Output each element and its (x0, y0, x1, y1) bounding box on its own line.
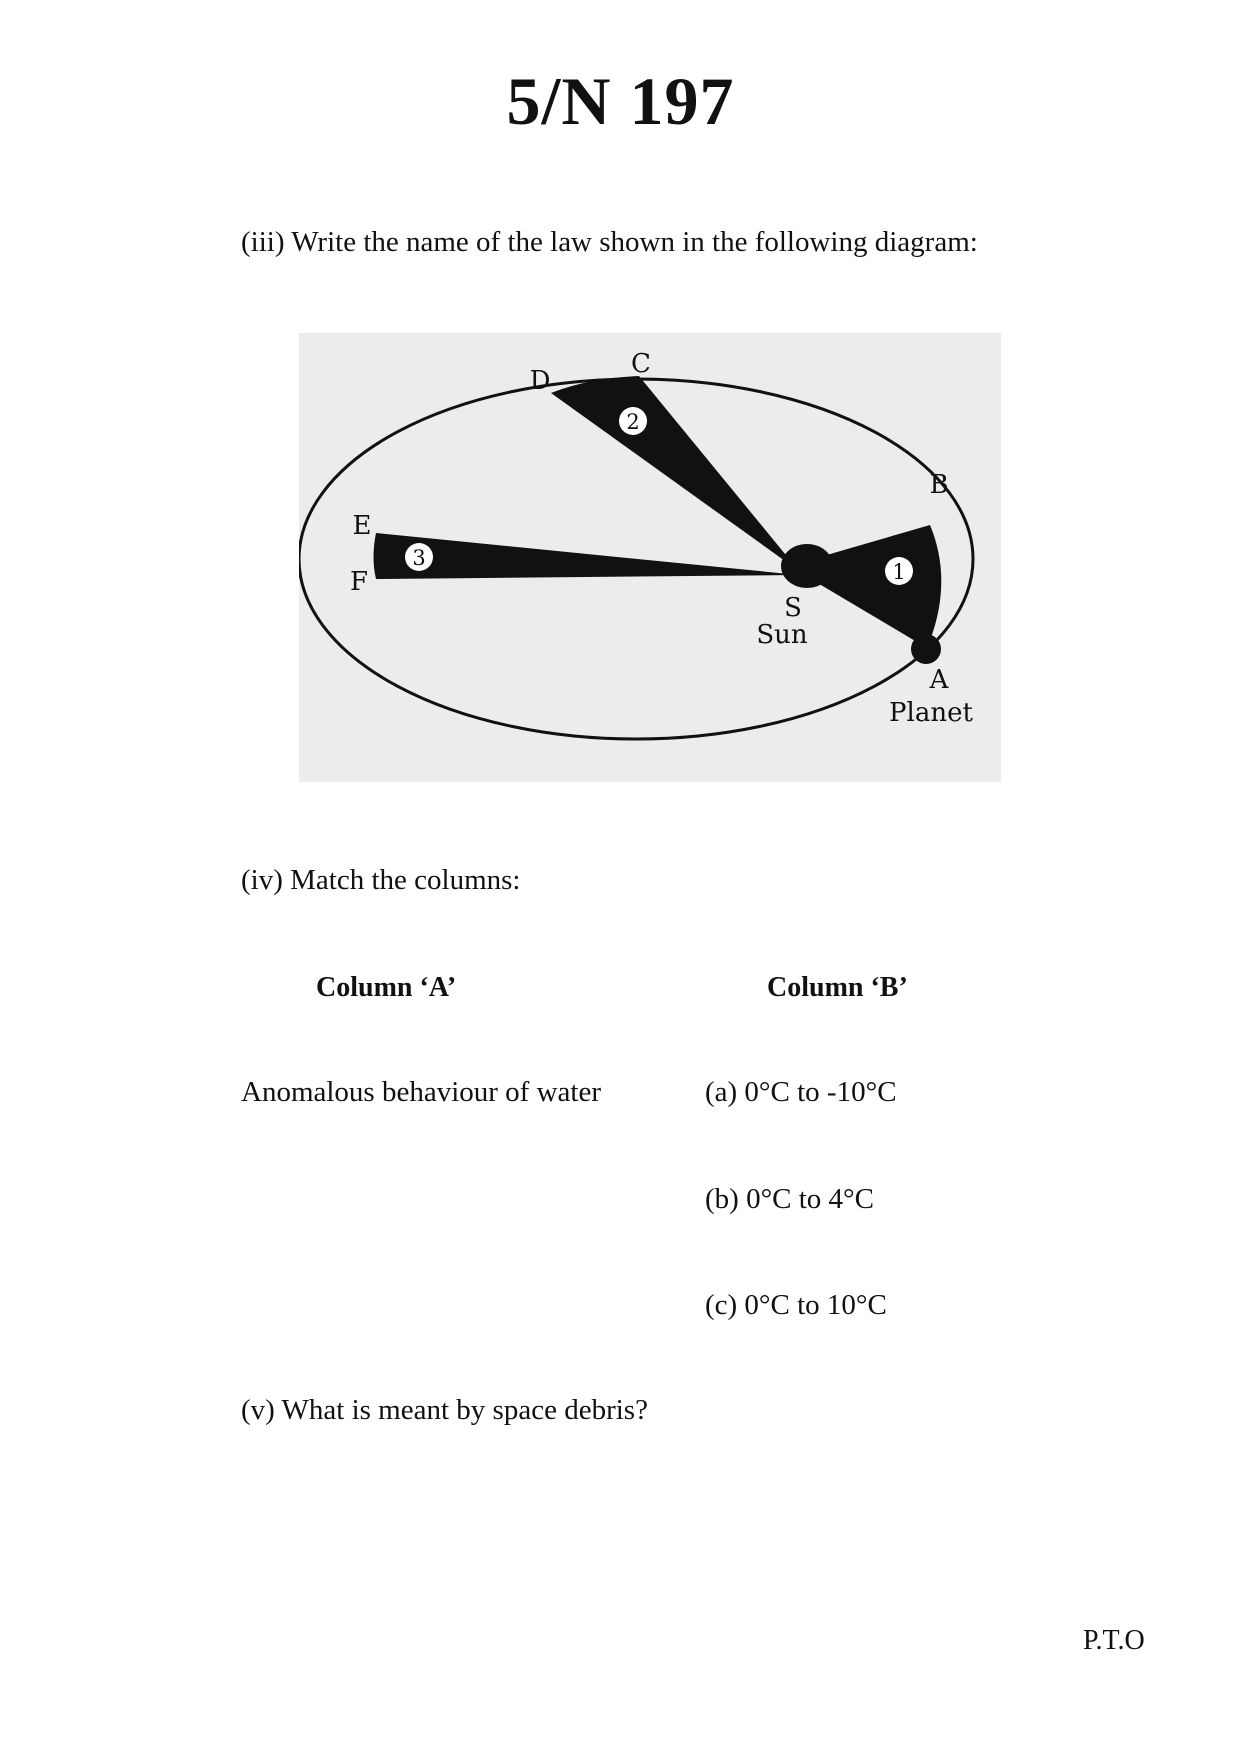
column-a-item: Anomalous behaviour of water (241, 1076, 601, 1108)
column-a-title: Column ‘A’ (316, 972, 457, 1003)
label-a: A (929, 665, 949, 695)
area-number-3: 3 (412, 546, 426, 570)
question-iii-text: (iii) Write the name of the law shown in the following diagram: (241, 226, 978, 258)
please-turn-over: P.T.O (1083, 1625, 1145, 1656)
label-s: S (784, 593, 802, 623)
column-b-option-c: (c) 0°C to 10°C (705, 1289, 887, 1321)
label-f: F (349, 567, 369, 597)
area-number-1: 1 (892, 560, 906, 584)
label-d: D (529, 366, 551, 396)
area-number-2: 2 (626, 410, 640, 434)
question-iv-text: (iv) Match the columns: (241, 864, 521, 896)
sun-body (781, 544, 833, 588)
column-b-option-a: (a) 0°C to -10°C (705, 1076, 897, 1108)
orbit-svg (299, 333, 1001, 782)
label-sun: Sun (756, 620, 808, 650)
label-e: E (352, 511, 372, 541)
paper-code: 5/N 197 (506, 63, 735, 139)
column-b-option-b: (b) 0°C to 4°C (705, 1183, 875, 1215)
label-c: C (631, 349, 651, 379)
label-planet: Planet (889, 698, 973, 728)
planet-body (911, 634, 941, 664)
sector-3 (374, 533, 800, 579)
question-v-text: (v) What is meant by space debris? (241, 1394, 648, 1426)
sector-2 (551, 376, 799, 571)
label-b: B (929, 470, 949, 500)
column-b-title: Column ‘B’ (767, 972, 908, 1003)
kepler-orbit-diagram (299, 333, 1001, 782)
